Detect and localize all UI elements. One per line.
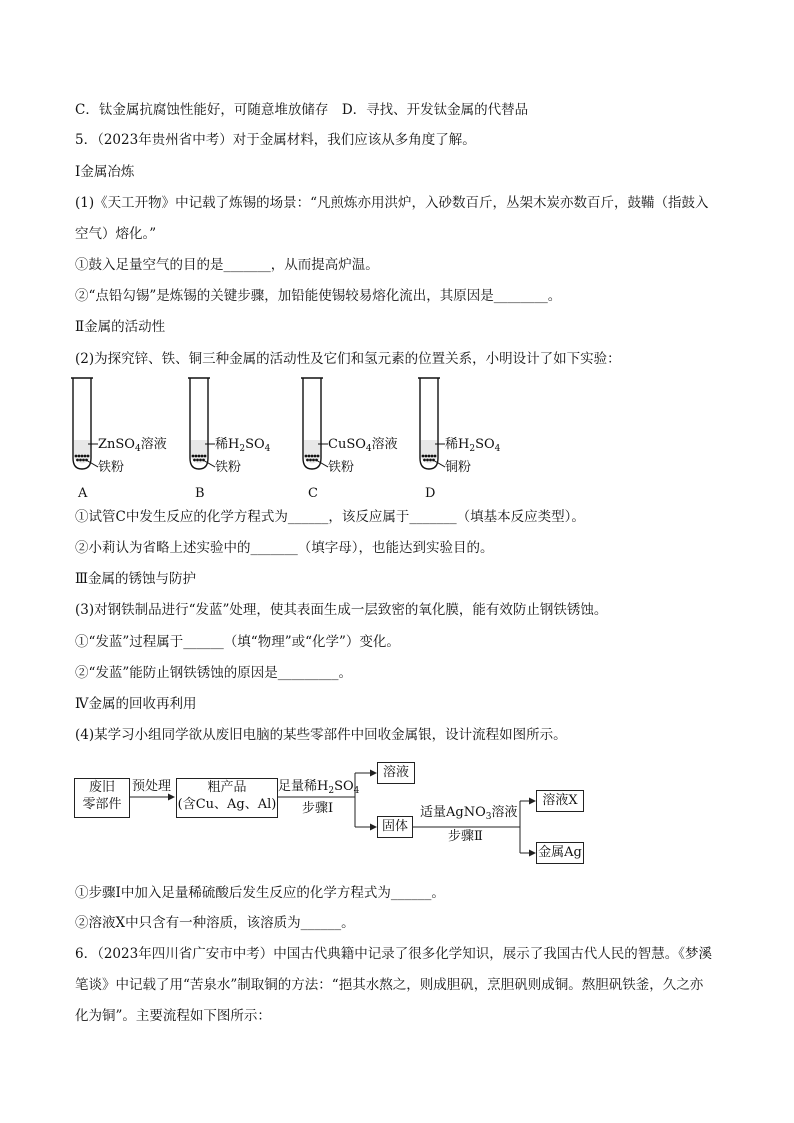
step2-label: 步骤Ⅱ — [448, 829, 483, 844]
flow-box-solution-x: 溶液X — [536, 790, 584, 812]
test-tube-d — [407, 374, 547, 504]
tube-solution-label: 稀$H_2SO_4$ — [215, 437, 271, 454]
recycle-flowchart — [70, 755, 610, 870]
q4-sub2: ②溶液X中只含有一种溶质，该溶质为______。 — [75, 915, 355, 931]
section-2-heading: Ⅱ金属的活动性 — [75, 319, 166, 335]
pretreat-label: 预处理 — [132, 779, 172, 794]
q4-text: (4)某学习小组同学欲从废旧电脑的某些零部件中回收金属银，设计流程如图所示。 — [75, 727, 567, 743]
q1-sub1: ①鼓入足量空气的目的是_______，从而提高炉温。 — [75, 257, 379, 273]
tube-letter: A — [78, 486, 88, 501]
scrap-parts-line1: 废旧 — [88, 780, 115, 795]
q1-text-line2: 空气）熔化。” — [75, 226, 157, 242]
tube-solid-label: 铜粉 — [445, 460, 472, 475]
tube-letter: C — [308, 486, 318, 501]
test-tube-icon — [185, 374, 215, 474]
test-tube-icon — [68, 374, 98, 474]
question-6-line3: 化为铜”。主要流程如下图所示： — [75, 1008, 271, 1024]
test-tube-icon — [298, 374, 328, 474]
test-tube-diagram — [60, 374, 620, 504]
flow-box-solid: 固体 — [377, 816, 413, 838]
section-4-heading: Ⅳ金属的回收再利用 — [75, 696, 197, 712]
q1-text-line1: (1)《天工开物》中记载了炼锡的场景：“凡煎炼亦用洪炉，入砂数百斤，丛架木炭亦数百斤，鼓鞴（指鼓入 — [75, 195, 709, 211]
q3-sub1: ①“发蓝”过程属于______（填“物理”或“化学”）变化。 — [75, 634, 400, 650]
question-6-line1: 6．（2023年四川省广安市中考）中国古代典籍中记录了很多化学知识，展示了我国古代人民的智慧。《梦溪 — [75, 946, 712, 962]
tube-solution-label: CuSO$_4$溶液 — [328, 437, 398, 454]
crude-line2: (含Cu、Ag、Al) — [177, 797, 277, 812]
flowchart-arrows — [70, 755, 610, 870]
tube-solid-label: 铁粉 — [98, 460, 125, 475]
section-3-heading: Ⅲ金属的锈蚀与防护 — [75, 571, 197, 587]
q2-sub1: ①试管C中发生反应的化学方程式为______，该反应属于_______（填基本反应类型）。 — [75, 509, 585, 525]
option-c-d: C．钛金属抗腐蚀性能好，可随意堆放储存 D．寻找、开发钛金属的代替品 — [75, 102, 529, 118]
test-tube-icon — [415, 374, 445, 474]
q2-sub2: ②小莉认为省略上述实验中的_______（填字母），也能达到实验目的。 — [75, 540, 494, 556]
tube-solid-label: 铁粉 — [328, 460, 355, 475]
flow-box-solution: 溶液 — [377, 762, 415, 784]
tube-solution-label: 稀$H_2SO_4$ — [445, 437, 501, 454]
q3-sub2: ②“发蓝”能防止钢铁锈蚀的原因是_________。 — [75, 665, 353, 681]
q1-sub2: ②“点铅勾锡”是炼锡的关键步骤，加铅能使锡较易熔化流出，其原因是________。 — [75, 288, 562, 304]
tube-solid-label: 铁粉 — [215, 460, 242, 475]
q2-text: (2)为探究锌、铁、铜三种金属的活动性及它们和氢元素的位置关系，小明设计了如下实验： — [75, 351, 621, 367]
tube-letter: D — [425, 486, 436, 501]
flow-box-metal-ag: 金属Ag — [536, 842, 584, 864]
step1-label: 步骤Ⅰ — [302, 801, 334, 816]
flow-box-crude-product — [176, 778, 278, 818]
q4-sub1: ①步骤Ⅰ中加入足量稀硫酸后发生反应的化学方程式为______。 — [75, 885, 445, 901]
q3-text: (3)对钢铁制品进行“发蓝”处理，使其表面生成一层致密的氧化膜，能有效防止钢铁锈蚀。 — [75, 602, 608, 618]
scrap-parts-line2: 零部件 — [82, 797, 122, 812]
reagent1-label: 足量稀$H_2SO_4$ — [278, 779, 360, 796]
question-5-stem: 5．（2023年贵州省中考）对于金属材料，我们应该从多角度了解。 — [75, 132, 476, 148]
section-1-heading: Ⅰ金属冶炼 — [75, 164, 135, 180]
tube-solution-label: ZnSO$_4$溶液 — [98, 437, 167, 454]
crude-line1: 粗产品 — [207, 780, 247, 795]
tube-letter: B — [195, 486, 205, 501]
question-6-line2: 笔谈》中记载了用“苦泉水”制取铜的方法：“挹其水熬之，则成胆矾，烹胆矾则成铜。熬胆矾铁釜，久之亦 — [75, 977, 704, 993]
flow-box-scrap-parts — [74, 778, 130, 818]
reagent2-label: 适量AgNO$_3$溶液 — [420, 805, 518, 822]
